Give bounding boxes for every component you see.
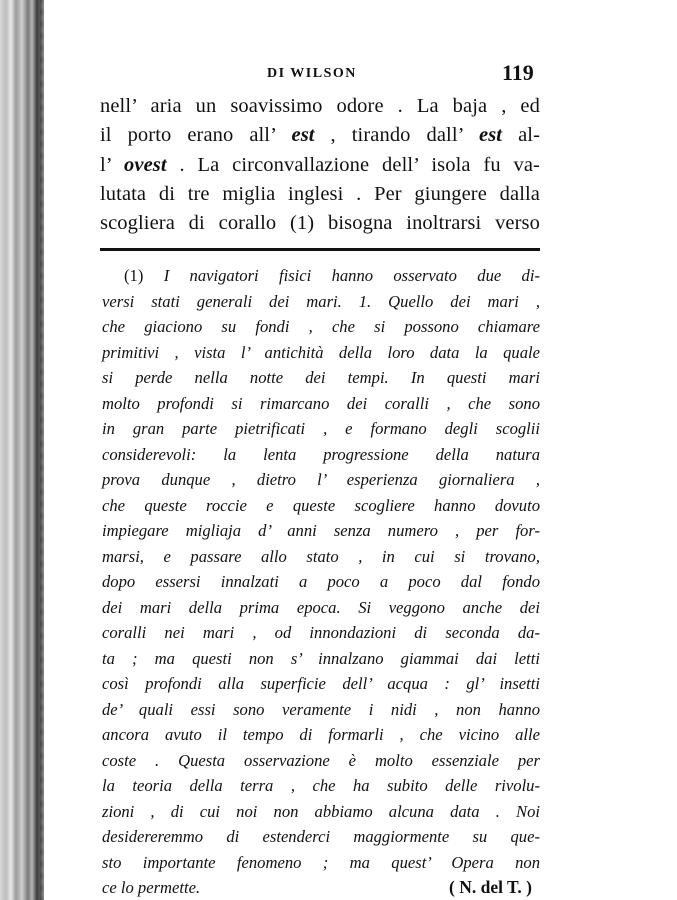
footnote-line: prova dunque , dietro l’ esperienza giornaliera , xyxy=(102,470,540,490)
text-line: scogliera di corallo (1) bisogna inoltrarsi verso xyxy=(100,212,540,235)
footnote-line: che queste roccie e queste scogliere hanno dovuto xyxy=(102,495,540,515)
footnote-line: si perde nella notte dei tempi. In questi mari xyxy=(102,368,540,388)
footnote-line: versi stati generali dei mari. 1. Quello dei mari , xyxy=(102,291,540,311)
footnote-separator-rule xyxy=(100,248,540,251)
footnote-line: dei mari della prima epoca. Si veggono anche dei xyxy=(102,597,540,617)
footnote-line: sto importante fenomeno ; ma quest’ Opera non xyxy=(102,852,540,872)
footnote-line: ancora avuto il tempo di formarli , che vicino alle xyxy=(102,725,540,745)
main-text xyxy=(100,92,540,238)
text-line: il porto erano all’ est , tirando dall’ est al- xyxy=(100,124,541,147)
footnote-line: marsi, e passare allo stato , in cui si trovano, xyxy=(102,546,540,566)
footnote-line: desidereremmo di estenderci maggiormente su que- xyxy=(102,827,540,847)
page-header xyxy=(100,58,540,92)
text-line: l’ ovest . La circonvallazione dell’ isola fu va- xyxy=(100,153,540,176)
book-page xyxy=(100,58,540,900)
footnote-line: primitivi , vista l’ antichità della loro data la quale xyxy=(102,342,540,362)
footnote-line: dopo essersi innalzati a poco a poco dal fondo xyxy=(102,572,540,592)
book-spine-edge xyxy=(0,0,44,900)
footnote-line: ta ; ma questi non s’ innalzano giammai dai letti xyxy=(102,648,540,668)
italic-word: est xyxy=(291,124,315,147)
page-number: 119 xyxy=(502,60,534,85)
footnote-line: in gran parte pietrificati , e formano degli scoglii xyxy=(102,419,540,439)
footnote-line: così profondi alla superficie dell’ acqua : gl’ insetti xyxy=(102,674,540,694)
footnote-marker: (1) xyxy=(124,266,144,286)
footnote-line: che giaciono su fondi , che si possono chiamare xyxy=(102,317,540,337)
footnote-line: zioni , di cui noi non abbiamo alcuna data . Noi xyxy=(102,801,540,821)
footnote-line: molto profondi si rimarcano dei coralli , che sono xyxy=(102,393,540,413)
translator-note-signature: ( N. del T. ) xyxy=(449,877,532,898)
footnote-line: considerevoli: la lenta progressione della natura xyxy=(102,444,540,464)
text-line: lutata di tre miglia inglesi . Per giungere dalla xyxy=(100,182,540,205)
footnote xyxy=(100,263,540,900)
italic-word: est xyxy=(479,124,503,147)
text-line: nell’ aria un soavissimo odore . La baja , ed xyxy=(100,95,540,117)
running-head: DI WILSON xyxy=(267,66,357,81)
footnote-line: ce lo permette. ( N. del T. ) xyxy=(102,875,540,900)
footnote-line: de’ quali essi sono veramente i nidi , non hanno xyxy=(102,699,540,719)
footnote-line: (1) I navigatori fisici hanno osservato due di- xyxy=(124,266,540,286)
italic-word: ovest xyxy=(124,153,167,176)
footnote-line: la teoria della terra , che ha subito delle rivolu- xyxy=(102,776,540,796)
footnote-line: coralli nei mari , od innondazioni di seconda da- xyxy=(102,623,540,643)
footnote-line: impiegare migliaja d’ anni senza numero , per for- xyxy=(102,521,540,541)
footnote-line: coste . Questa osservazione è molto essenziale per xyxy=(102,750,540,770)
